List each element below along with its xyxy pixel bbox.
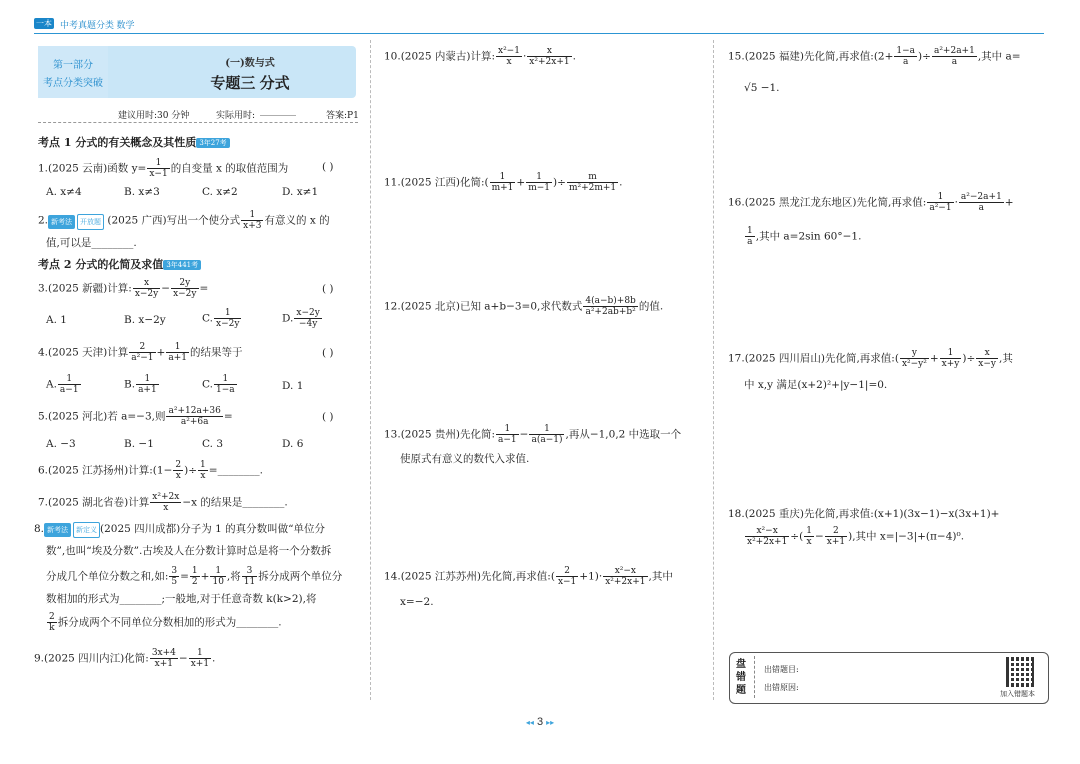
answer-paren[interactable]: ( ) bbox=[322, 411, 334, 423]
question-15-cont: √5 −1. bbox=[744, 82, 780, 94]
tag-new-method: 新考法 bbox=[44, 523, 71, 537]
question-8-line2: 数”,也叫“埃及分数”.古埃及人在分数计算时总是将一个分数拆 bbox=[46, 545, 332, 557]
kp2-badge: 3年441考 bbox=[163, 260, 201, 270]
part-tag bbox=[38, 46, 108, 98]
question-11: 11.(2025 江西)化简:( $\frac{1}{m+1}$ + $\frac{1}{m-1}$ )÷ $\frac{m}{\text{m²+2m+1}}$ . bbox=[384, 172, 623, 193]
q1-fraction: $\frac{1}{x-1}$ bbox=[149, 158, 168, 179]
q3-option-a: A. 1 bbox=[46, 314, 67, 326]
q6-answer-blank[interactable]: ________ bbox=[217, 464, 260, 477]
question-17-cont: 中 x,y 满足(x+2)²+|y−1|=0. bbox=[744, 379, 888, 391]
header-rule bbox=[34, 33, 1044, 34]
kp1-label: 考点 1 分式的有关概念及其性质 bbox=[38, 136, 197, 149]
question-18: 18.(2025 重庆)先化简,再求值:(x+1)(3x−1)−x(3x+1)+ bbox=[728, 508, 1000, 520]
question-14: 14.(2025 江苏苏州)先化简,再求值:( $\frac{2}{x-1}$ +1)· $\frac{\text{x²−x}}{\text{x²+2x+1}}$ ,其中 bbox=[384, 566, 673, 587]
q1-text: 1.(2025 云南)函数 y= bbox=[38, 162, 147, 175]
section-label: (一)数与式 bbox=[225, 58, 275, 69]
question-14-cont: x=−2. bbox=[400, 596, 434, 608]
prev-arrow-icon: ◂◂ bbox=[525, 718, 534, 727]
q8-answer-blank-1[interactable]: ________ bbox=[119, 593, 162, 605]
q3-option-b: B. x−2y bbox=[124, 314, 166, 326]
question-15: 15.(2025 福建)先化简,再求值:(2+ $\frac{1-a}{a}$ )÷ $\frac{\text{a²+2a+1}}{a}$ ,其中 a= bbox=[728, 46, 1021, 67]
part-label: 第一部分 bbox=[53, 60, 93, 71]
question-3: 3.(2025 新疆)计算: $\frac{x}{x-2y}$ − $\frac{2y}{x-2y}$ = bbox=[38, 278, 209, 299]
q5-option-d: D. 6 bbox=[282, 438, 304, 450]
q2-answer-blank[interactable]: ________ bbox=[91, 237, 134, 249]
question-8-line5: $\frac{2}{k}$ 拆分成两个不同单位分数相加的形式为________. bbox=[49, 612, 282, 633]
actual-time-label: 实际用时: bbox=[216, 111, 256, 121]
q1-option-b: B. x≠3 bbox=[124, 186, 160, 198]
q5-option-b: B. −1 bbox=[124, 438, 154, 450]
question-8-line4: 数相加的形式为________;一般地,对于任意奇数 k(k>2),将 bbox=[46, 593, 317, 605]
q5-option-a: A. −3 bbox=[46, 438, 76, 450]
question-17: 17.(2025 四川眉山)先化简,再求值:( $\frac{y}{\text{x²−y²}}$ + $\frac{1}{x+y}$ )÷ $\frac{x}{x-y}$ ,其 bbox=[728, 348, 1013, 369]
question-18-cont: $\frac{\text{x²−x}}{\text{x²+2x+1}}$ ÷( $\frac{1}{x}$ − $\frac{2}{x+1}$ ),其中 x=|−3|+(π−4)⁰. bbox=[747, 526, 965, 547]
question-10: 10.(2025 内蒙古)计算: $\frac{\text{x²−1}}{x}$ · $\frac{x}{\text{x²+2x+1}}$ . bbox=[384, 46, 576, 67]
question-8-line3: 分成几个单位分数之和,如: $\frac{3}{5}$ = $\frac{1}{2}$ + $\frac{1}{10}$ ,将 $\frac{3}{11}$ 拆分成两个单位分 bbox=[46, 566, 343, 587]
question-9: 9.(2025 四川内江)化简: $\frac{3x+4}{x+1}$ − $\frac{1}{x+1}$ . bbox=[34, 648, 216, 669]
question-13: 13.(2025 贵州)先化简: $\frac{1}{a-1}$ − $\frac{1}{a(a-1)}$ ,再从−1,0,2 中选取一个 bbox=[384, 424, 682, 445]
answer-paren[interactable]: ( ) bbox=[322, 161, 334, 173]
q4-option-b: B. $\frac{1}{a+1}$ bbox=[124, 374, 157, 395]
question-5: 5.(2025 河北)若 a=−3,则 $\frac{\text{a²+12a+36}}{\text{a²+6a}}$ = bbox=[38, 406, 233, 427]
topic-title: 专题三 分式 bbox=[210, 75, 290, 92]
next-arrow-icon: ▸▸ bbox=[546, 718, 555, 727]
kp2-label: 考点 2 分式的化简及求值 bbox=[38, 258, 164, 271]
q4-option-c: C. $\frac{1}{1-a}$ bbox=[202, 374, 235, 395]
page-number bbox=[500, 716, 580, 728]
q4-option-a: A. $\frac{1}{a-1}$ bbox=[46, 374, 79, 395]
tag-new-method: 新考法 bbox=[48, 215, 75, 229]
meta-divider bbox=[38, 122, 358, 123]
q7-answer-blank[interactable]: ________ bbox=[242, 496, 285, 509]
mistake-title: 盘错题 bbox=[736, 659, 746, 696]
q3-option-c: C. $\frac{1}{x-2y}$ bbox=[202, 308, 240, 329]
q1-text-b: 的自变量 x 的取值范围为 bbox=[170, 162, 289, 175]
q1-option-a: A. x≠4 bbox=[46, 186, 82, 198]
q4-option-d: D. 1 bbox=[282, 380, 304, 392]
question-16-cont: $\frac{1}{a}$ ,其中 a=2sin 60°−1. bbox=[747, 226, 862, 247]
question-7: 7.(2025 湖北省卷)计算 $\frac{\text{x²+2x}}{x}$ −x 的结果是________. bbox=[38, 492, 288, 513]
suggested-time: 建议用时:30 分钟 bbox=[118, 111, 190, 121]
question-8: 8. 新考法 新定义 (2025 四川成都)分子为 1 的真分数叫做“单位分 bbox=[34, 522, 325, 538]
answer-ref: 答案:P1 bbox=[326, 111, 359, 121]
kp1-heading bbox=[38, 134, 230, 150]
question-2-cont: 值,可以是________. bbox=[46, 237, 137, 249]
q2-text-b: 有意义的 x 的 bbox=[264, 214, 330, 227]
q1-option-c: C. x≠2 bbox=[202, 186, 238, 198]
question-1 bbox=[38, 158, 288, 179]
mistake-divider bbox=[754, 656, 755, 698]
header-text: 中考真题分类 数学 bbox=[60, 20, 135, 30]
part-sub-label: 考点分类突破 bbox=[43, 78, 103, 89]
q2-text: (2025 广西)写出一个使分式 bbox=[107, 214, 241, 227]
brand-logo: 一本 bbox=[36, 19, 52, 28]
question-16: 16.(2025 黑龙江龙东地区)先化简,再求值: $\frac{1}{\text{a²−1}}$ · $\frac{\text{a²−2a+1}}{a}$ + bbox=[728, 192, 1014, 213]
q5-option-c: C. 3 bbox=[202, 438, 224, 450]
question-13-cont: 使原式有意义的数代入求值. bbox=[400, 453, 530, 465]
actual-time-blank[interactable]: ________ bbox=[260, 106, 296, 116]
mistake-reason-label[interactable]: 出错原因: bbox=[764, 683, 799, 692]
tag-new-definition: 新定义 bbox=[73, 522, 100, 538]
question-4: 4.(2025 天津)计算 $\frac{2}{\text{a²−1}}$ + $\frac{1}{a+1}$ 的结果等于 bbox=[38, 342, 243, 363]
column-divider bbox=[370, 40, 371, 700]
answer-paren[interactable]: ( ) bbox=[322, 347, 334, 359]
question-2: 2. 新考法 开放题 (2025 广西)写出一个使分式 $\frac{1}{x+3}$ 有意义的 x 的 bbox=[38, 210, 330, 231]
q2-fraction: $\frac{1}{x+3}$ bbox=[243, 210, 262, 231]
column-divider bbox=[713, 40, 714, 700]
qr-code-pattern bbox=[1010, 661, 1032, 683]
question-12: 12.(2025 北京)已知 a+b−3=0,求代数式 $\frac{4(a-b)+8b}{\text{a²+2ab+b²}}$ 的值. bbox=[384, 296, 664, 317]
kp1-badge: 3年27考 bbox=[196, 138, 229, 148]
mistake-question-label[interactable]: 出错题目: bbox=[764, 665, 799, 674]
q8-answer-blank-2[interactable]: ________ bbox=[236, 616, 279, 629]
q1-option-d: D. x≠1 bbox=[282, 186, 319, 198]
answer-paren[interactable]: ( ) bbox=[322, 283, 334, 295]
q3-option-d: D. $\frac{x-2y}{-4y}$ bbox=[282, 308, 320, 329]
qr-label: 加入错题本 bbox=[1000, 690, 1035, 698]
page-number-value: 3 bbox=[536, 716, 544, 728]
kp2-heading bbox=[38, 256, 201, 272]
question-6: 6.(2025 江苏扬州)计算:(1− $\frac{2}{x}$ )÷ $\frac{1}{x}$ =________. bbox=[38, 460, 263, 481]
tag-open: 开放题 bbox=[77, 214, 104, 230]
